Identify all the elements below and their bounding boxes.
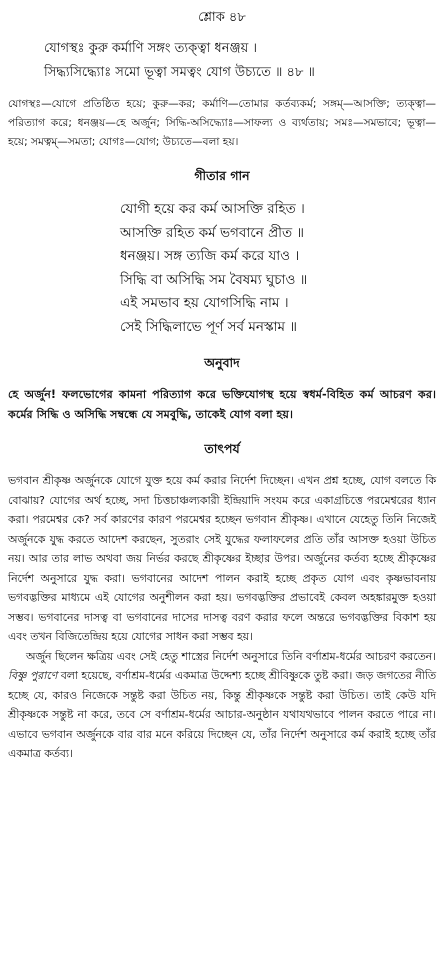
sanskrit-verse — [8, 37, 436, 85]
purport-paragraph — [8, 647, 436, 764]
poem-line: সিদ্ধি বা অসিদ্ধি সম বৈষম্য ঘুচাও ॥ — [120, 271, 308, 288]
word-meanings: যোগস্থঃ—যোগে প্রতিষ্ঠিত হয়ে; কুরু—কর; কর্মাণি—তোমার কর্তব্যকর্ম; সঙ্গম্—আসক্তি; ত্যক্ত্বা—পরিত্যাগ করে; ধনঞ্জয়—হে অর্জুন; সিদ্ধি-অসিদ্ধ্যোঃ—সাফল্য ও ব্যর্থতায়; সমঃ—সমভাবে; ভূত্বা—হয়ে; সমত্বম্—সমতা; যোগঃ—যোগ; উচ্যতে—বলা হয়। — [8, 98, 436, 148]
sloka-heading: শ্লোক ৪৮ — [198, 10, 246, 25]
song-heading: গীতার গান — [194, 168, 250, 183]
paragraph-text: অর্জুন ছিলেন ক্ষত্রিয় এবং সেই হেতু শাস্ত্রের নির্দেশ অনুসারে তিনি বর্ণাশ্রম-ধর্মের আচরণ করতেন। — [26, 649, 436, 663]
poem-line: আসক্তি রহিত কর্ম ভগবানে প্রীত ॥ — [120, 224, 305, 241]
translation-text: হে অর্জুন! ফলভোগের কামনা পরিত্যাগ করে ভক্তিযোগস্থ হয়ে স্বধর্ম-বিহিত কর্ম আচরণ কর। কর্মের সিদ্ধি ও অসিদ্ধি সম্বন্ধে যে সমবুদ্ধি, তাকেই যোগ বলা হয়। — [8, 388, 436, 421]
poem-line: ধনঞ্জয়। সঙ্গ ত্যজি কর্ম করে যাও । — [120, 248, 300, 264]
paragraph-text: বলা হয়েছে, বর্ণাশ্রম-ধর্মের একমাত্র উদ্দেশ্য হচ্ছে শ্রীবিষ্ণুকে তুষ্ট করা। জড় জগতের নীতি হচ্ছে যে, কারও নিজেকে সন্তুষ্ট করা উচিত নয়, কিন্তু শ্রীকৃষ্ণকে সন্তুষ্ট করা উচিত। তাই কেউ যদি শ্রীকৃষ্ণকে সন্তুষ্ট না করে, তবে সে বর্ণাশ্রম-ধর্মের আচার-অনুষ্ঠান যথাযথভাবে পালন করতে পারে না। এভাবে ভগবান অর্জুনকে বার বার মনে করিয়ে দিচ্ছেন যে, তাঁর নির্দেশ অনুসারে কর্ম করাই হচ্ছে তাঁর একমাত্র কর্তব্য। — [8, 669, 436, 760]
purport-heading: তাৎপর্য — [204, 441, 240, 456]
scripture-reference: বিষ্ণু পুরাণে — [8, 669, 58, 682]
purport-body — [8, 471, 436, 764]
purport-paragraph: ভগবান শ্রীকৃষ্ণ অর্জুনকে যোগে যুক্ত হয়ে কর্ম করার নির্দেশ দিচ্ছেন। এখন প্রশ্ন হচ্ছে, যোগ বলতে কি বোঝায়? যোগের অর্থ হচ্ছে, সদা চিত্তচাঞ্চল্যকারী ইন্দ্রিয়াদি সংযম করে একাগ্রচিত্তে পরমেশ্বরের ধ্যান করা। পরমেশ্বর কে? সর্ব কারণের কারণ পরমেশ্বর হচ্ছেন ভগবান শ্রীকৃষ্ণ। এখানে যেহেতু তিনি নিজেই অর্জুনকে যুদ্ধ করতে আদেশ করছেন, সুতরাং সেই যুদ্ধের ফলাফলের প্রতি তাঁর আসক্ত হওয়া উচিত নয়। আর তার লাভ অথবা জয় নির্ভর করছে শ্রীকৃষ্ণের ইচ্ছার উপর। অর্জুনের কর্তব্য হচ্ছে শ্রীকৃষ্ণের নির্দেশ অনুসারে যুদ্ধ করা। ভগবানের আদেশ পালন করাই হচ্ছে প্রকৃত যোগ এবং কৃষ্ণভাবনায় ভগবদ্ভক্তির মাধ্যমে এই যোগের অনুশীলন করা হয়। ভগবদ্ভক্তির প্রভাবেই কেবল অহঙ্কারমুক্ত হওয়া সম্ভব। ভগবানের দাসত্ব বা ভগবানের দাসের দাসত্ব বরণ করার ফলে অন্তরে ভগবদ্ভক্তির বিকাশ হয় এবং তখন বিজিতেন্দ্রিয় হয়ে যোগের সাধন করা সম্ভব হয়। — [8, 474, 436, 643]
poem-line: যোগী হয়ে কর কর্ম আসক্তি রহিত । — [120, 201, 305, 217]
poem-line: এই সমভাব হয় যোগসিদ্ধি নাম । — [120, 295, 289, 311]
verse-line: যোগস্থঃ কুরু কর্মাণি সঙ্গং ত্যক্ত্বা ধনঞ্জয় । — [44, 41, 258, 56]
translation-heading: অনুবাদ — [204, 355, 240, 370]
verse-line: সিদ্ধ্যসিদ্ধ্যোঃ সমো ভূত্বা সমত্বং যোগ উচ্যতে ॥ ৪৮ ॥ — [44, 65, 315, 80]
poem-line: সেই সিদ্ধিলাভে পূর্ণ সর্ব মনস্কাম ॥ — [120, 318, 297, 335]
gitar-gaan-poem — [8, 198, 436, 339]
